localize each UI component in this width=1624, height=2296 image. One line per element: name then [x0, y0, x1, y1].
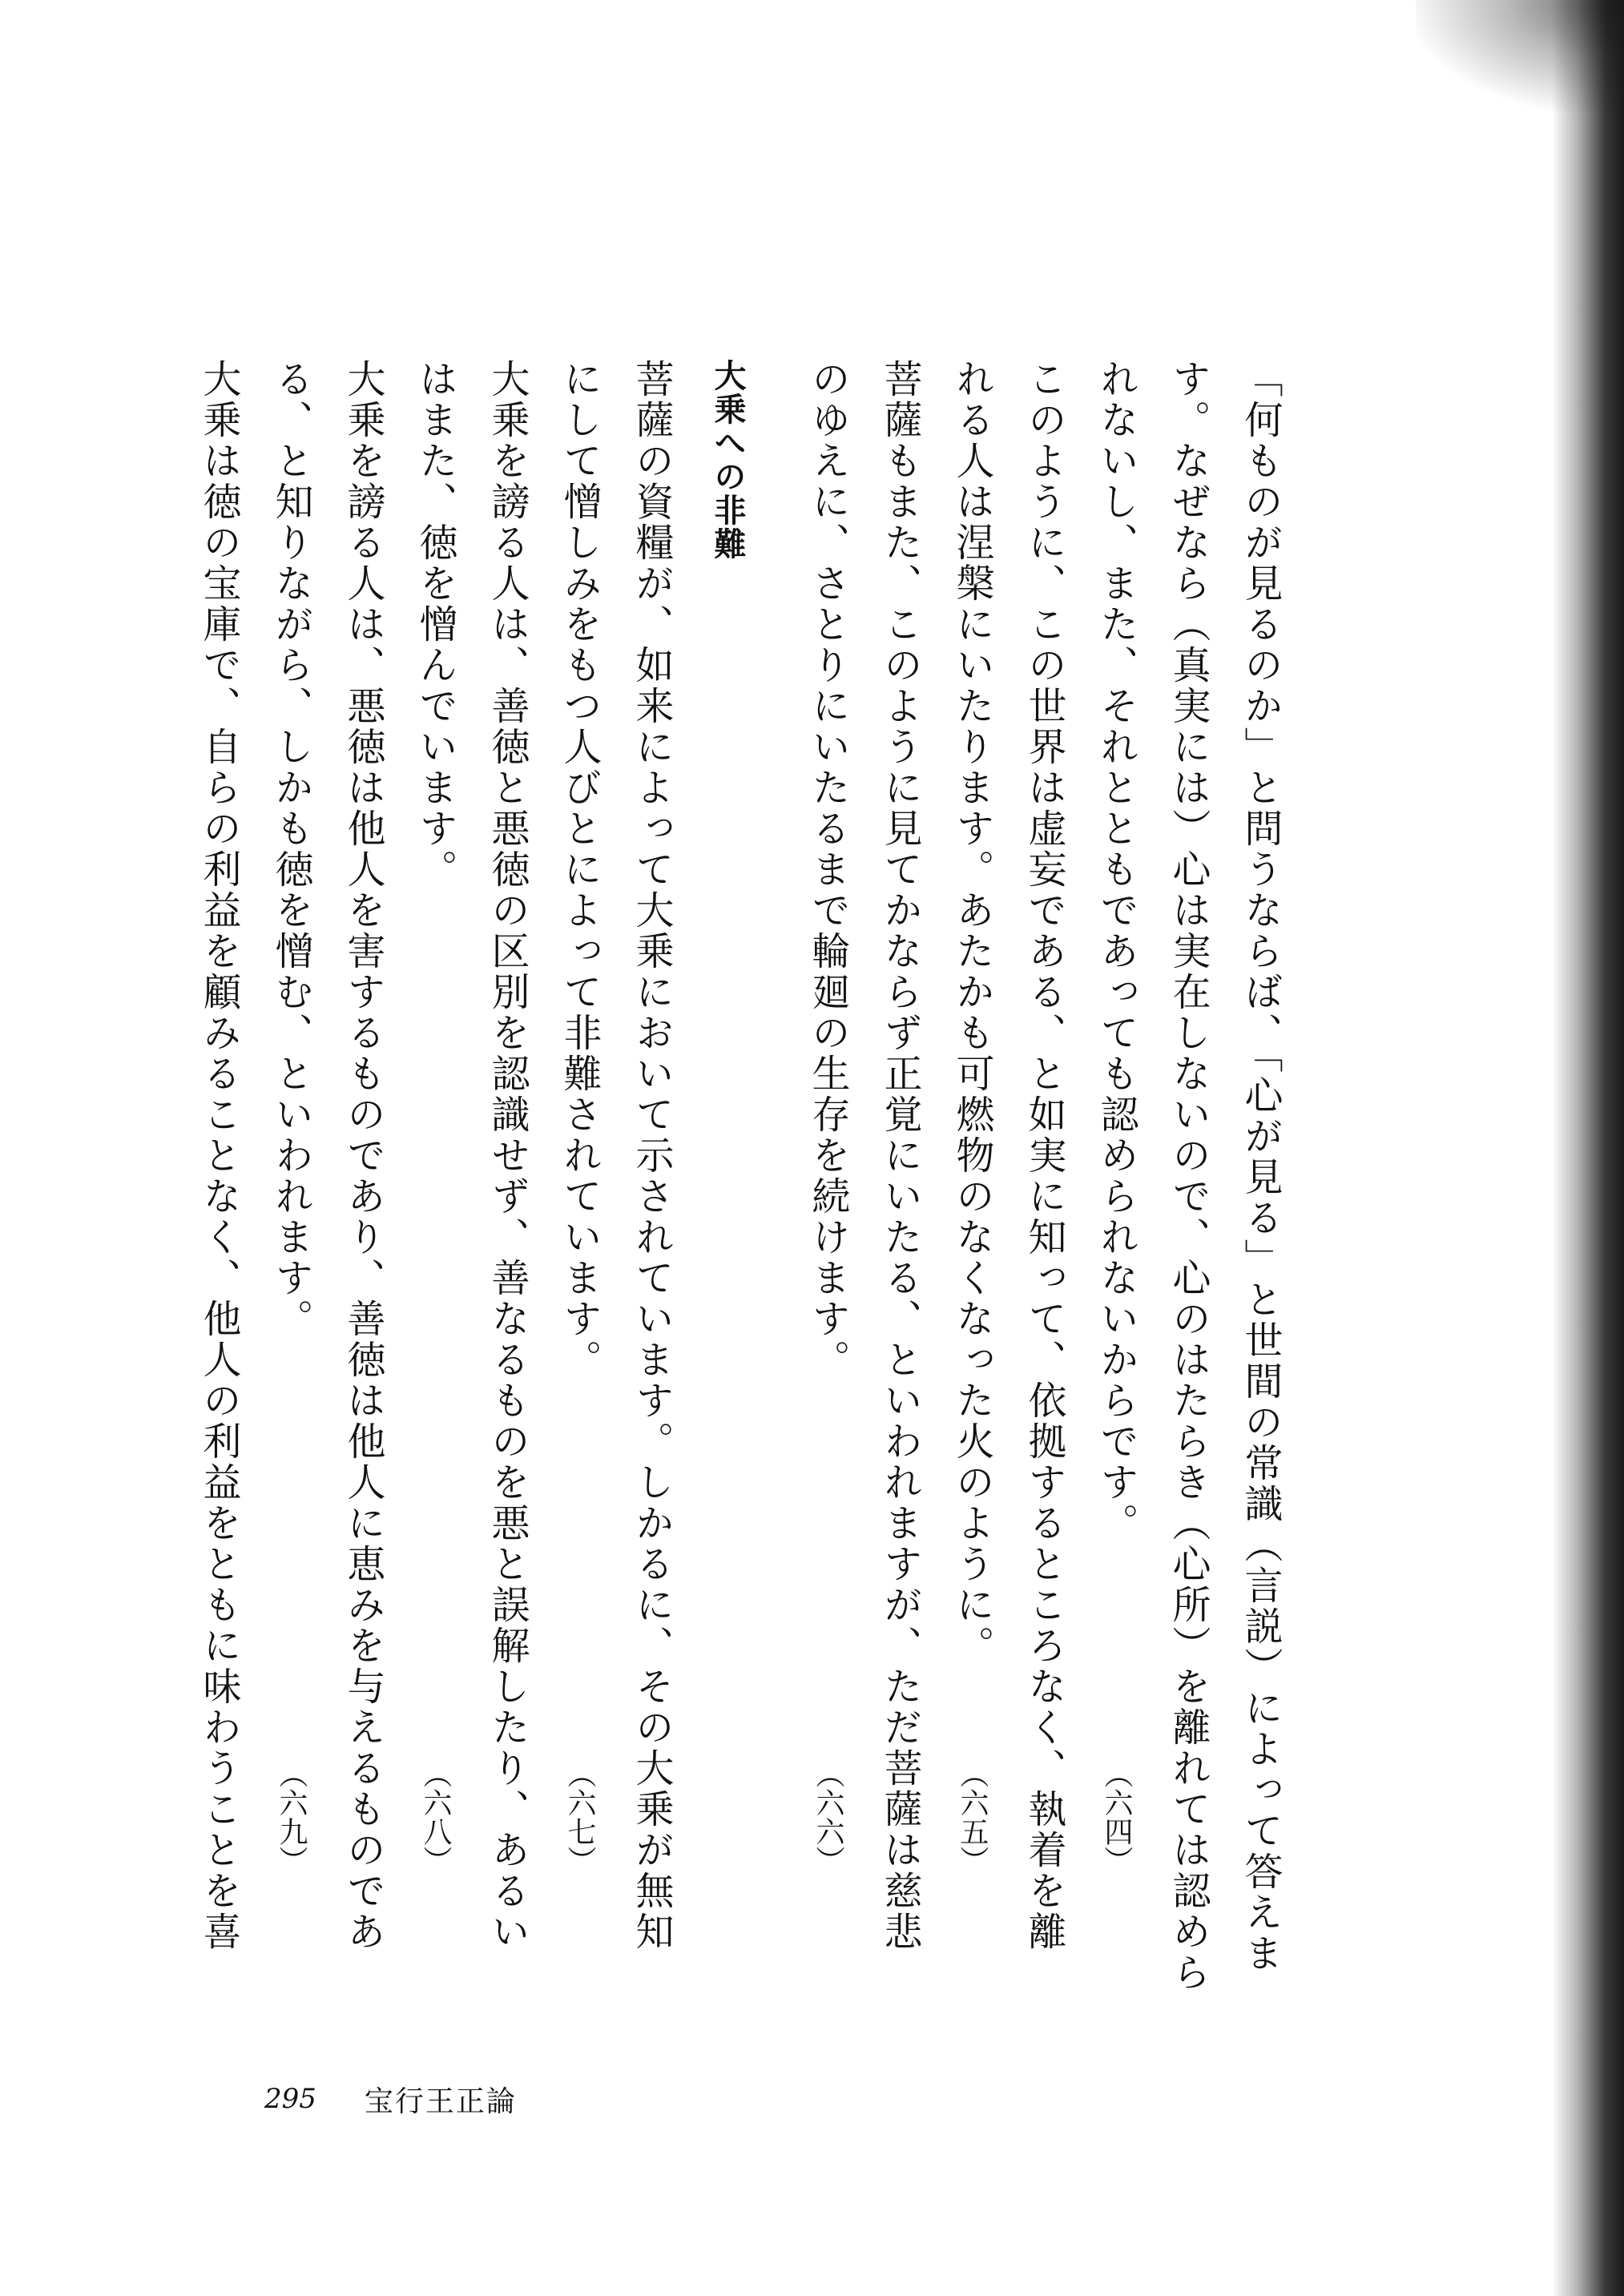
verse-number: （六六） [812, 1759, 844, 1875]
column-text: このように、この世界は虚妄である、と如実に知って、依拠するところなく、執着を離 [1022, 359, 1066, 1952]
verse-number: （六四） [1100, 1759, 1133, 1875]
text-column [877, 359, 922, 2250]
page-footer [264, 2079, 517, 2119]
binding-shadow [1552, 0, 1624, 2296]
text-column [485, 359, 530, 2250]
verse-number: （六七） [563, 1759, 596, 1875]
text-column [1166, 359, 1211, 2250]
verse-number: （六五） [956, 1759, 989, 1875]
text-column [949, 359, 994, 2250]
column-text: れないし、また、それとともであっても認められないからです。 [1094, 359, 1138, 1544]
verse-number: （六八） [419, 1759, 452, 1875]
text-column [629, 359, 674, 2250]
section-heading: 大乗への非難 [709, 359, 746, 561]
column-text: 菩薩もまた、このように見てかならず正覚にいたる、といわれますが、ただ菩薩は慈悲 [877, 359, 922, 1952]
column-text: 大乗を謗る人は、悪徳は他人を害するものであり、善徳は他人に恵みを与えるものであ [341, 359, 385, 1952]
column-text: 大乗は徳の宝庫で、自らの利益を顧みることなく、他人の利益をともに味わうことを喜 [196, 359, 241, 1952]
column-text: のゆえに、さとりにいたるまで輪廻の生存を続けます。 [805, 359, 850, 1380]
running-title: 宝行王正論 [364, 2085, 517, 2118]
text-column [413, 359, 457, 2250]
verse-number: （六九） [275, 1759, 308, 1875]
column-text: す。なぜなら（真実には）心は実在しないので、心のはたらき（心所）を離れては認めら [1166, 359, 1211, 1993]
text-column [268, 359, 313, 2250]
text-column [341, 359, 385, 2250]
column-text: る、と知りながら、しかも徳を憎む、といわれます。 [268, 359, 313, 1339]
column-text: 「何ものが見るのか」と問うならば、「心が見る」と世間の常識（言説）によって答えま [1238, 359, 1283, 1974]
text-column [1022, 359, 1066, 2250]
column-text: にして憎しみをもつ人びとによって非難されています。 [557, 359, 602, 1380]
text-column [1094, 359, 1138, 2250]
column-text: はまた、徳を憎んでいます。 [413, 359, 457, 890]
column-text: 菩薩の資糧が、如来によって大乗において示されています。しかるに、その大乗が無知 [629, 359, 674, 1952]
page-number: 295 [264, 2083, 316, 2115]
column-text: れる人は涅槃にいたります。あたかも可燃物のなくなった火のように。 [949, 359, 994, 1666]
text-column [196, 359, 241, 2250]
text-column [557, 359, 602, 2250]
text-column [1238, 359, 1283, 2250]
text-column [805, 359, 850, 2250]
column-text: 大乗を謗る人は、善徳と悪徳の区別を認識せず、善なるものを悪と誤解したり、あるい [485, 359, 530, 1952]
